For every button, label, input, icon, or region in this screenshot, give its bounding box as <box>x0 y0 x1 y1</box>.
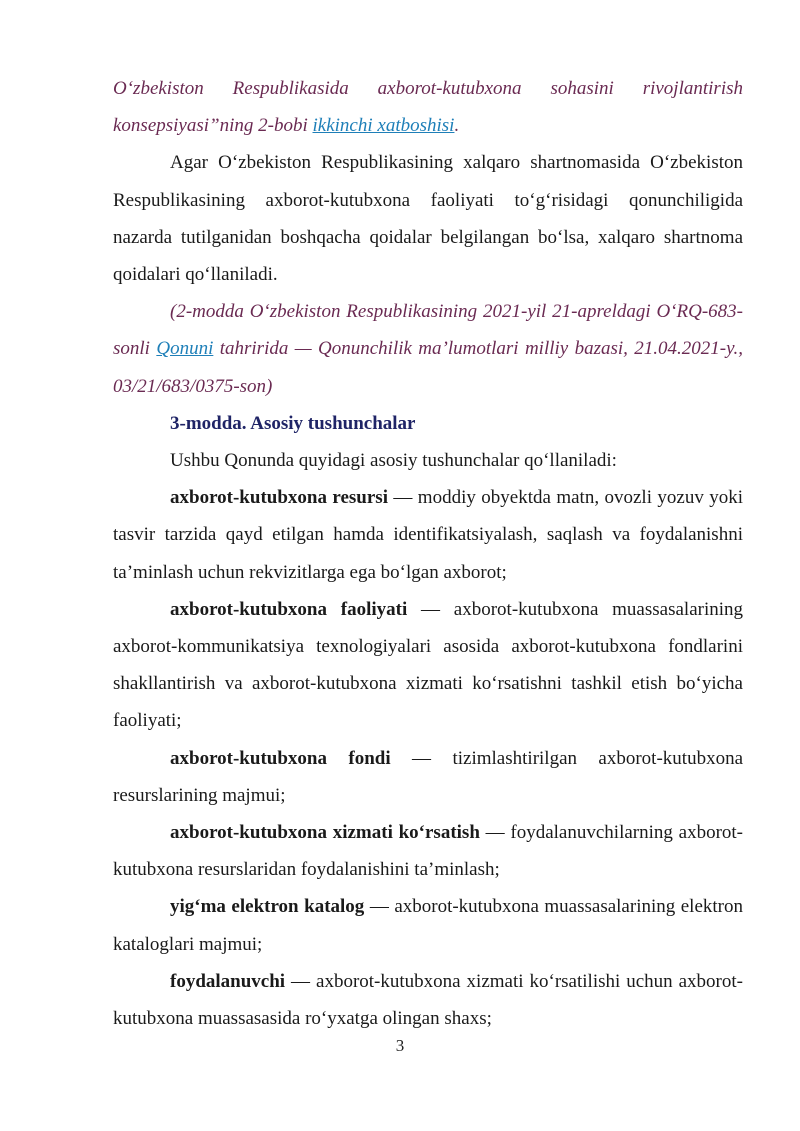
definition-item <box>113 591 743 740</box>
definitions-intro: Ushbu Qonunda quyidagi asosiy tushunchalar qo‘llaniladi: <box>170 450 617 472</box>
definition-text: — foydalanuvchilarning axborot-kutubxona resurslaridan foydalanishini ta’minlash; <box>113 822 744 881</box>
amendment-text-after: tahririda — Qonunchilik ma’lumotlari milliy bazasi, 21.04.2021-y., 03/21/683/0375-son) <box>113 338 744 397</box>
definition-term: axborot-kutubxona xizmati ko‘rsatish <box>170 822 480 844</box>
intro-end: . <box>454 115 460 137</box>
definition-term: axborot-kutubxona faoliyati <box>170 598 408 620</box>
definition-term: foydalanuvchi <box>170 970 286 992</box>
intro-paragraph <box>113 70 743 144</box>
intro-text: O‘zbekiston Respublikasida axborot-kutubxona sohasini rivojlantirish konsepsiyasi”ning 2-bobi <box>113 78 743 137</box>
definition-text: — axborot-kutubxona muassasalarining elektron kataloglari majmui; <box>113 896 743 955</box>
definition-text: — axborot-kutubxona muassasalarining axborot-kommunikatsiya texnologiyalari asosida axborot-kutubxona fondlarini shakllantirish va axborot-kutubxona xizmati ko‘rsatishni tashkil etish bo‘yicha faoliyati; <box>113 598 744 732</box>
definition-item <box>113 963 743 1037</box>
international-treaty-paragraph: Agar O‘zbekiston Respublikasining xalqaro shartnomasida O‘zbekiston Respublikasining axborot-kutubxona faoliyati to‘g‘risidagi qonunchiligida nazarda tutilganidan boshqacha qoidalar belgilangan bo‘lsa, xalqaro shartnoma qoidalari qo‘llaniladi. <box>113 152 743 286</box>
article-heading: 3-modda. Asosiy tushunchalar <box>170 412 416 434</box>
definition-term: yig‘ma elektron katalog <box>170 896 365 918</box>
definition-term: axborot-kutubxona resursi <box>170 487 388 509</box>
amendment-law-link[interactable]: Qonuni <box>156 338 214 360</box>
definition-text: — axborot-kutubxona xizmati ko‘rsatilishi uchun axborot-kutubxona muassasasida ro‘yxatga olingan shaxs; <box>113 970 743 1030</box>
definition-item <box>113 740 743 814</box>
page-number: 3 <box>395 1036 405 1055</box>
definition-text: — tizimlashtirilgan axborot-kutubxona resurslarining majmui; <box>113 747 744 806</box>
amendment-note <box>113 293 743 405</box>
intro-link[interactable]: ikkinchi xatboshisi <box>312 115 455 137</box>
definition-text: — moddiy obyektda matn, ovozli yozuv yoki tasvir tarzida qayd etilgan hamda identifikatsiyalash, saqlash va foydalanishni ta’minlash uchun rekvizitlarga ega bo‘lgan axborot; <box>113 487 744 583</box>
definition-term: axborot-kutubxona fondi <box>170 747 391 769</box>
definition-item <box>113 888 743 962</box>
page-content <box>113 70 743 1037</box>
definition-item <box>113 814 743 888</box>
amendment-text-before: (2-modda O‘zbekiston Respublikasining 2021-yil 21-apreldagi O‘RQ-683-sonli <box>113 301 743 360</box>
definition-item <box>113 479 743 591</box>
